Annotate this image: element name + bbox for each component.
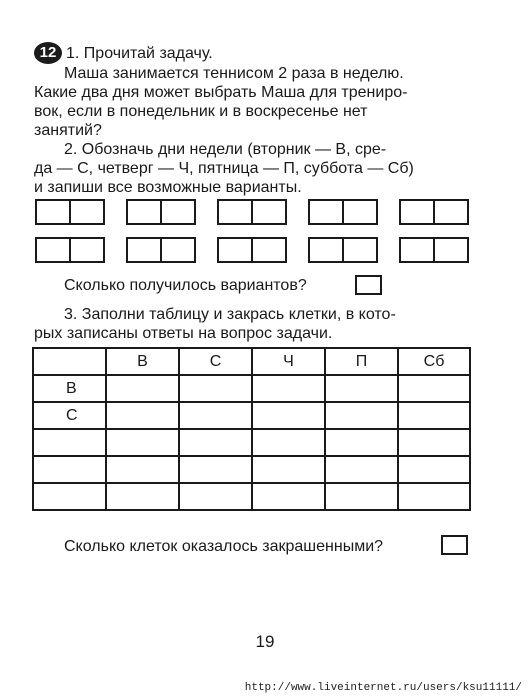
table-row <box>33 483 470 510</box>
table-corner-cell <box>33 348 106 375</box>
row-header: С <box>33 402 106 429</box>
shaded-cells-question: Сколько клеток оказалось закрашенными? <box>64 538 384 555</box>
table-cell[interactable] <box>398 429 470 456</box>
column-header: П <box>325 348 398 375</box>
table-cell[interactable] <box>179 429 252 456</box>
table-cell[interactable] <box>252 483 325 510</box>
part2-line-3: и запиши все возможные варианты. <box>34 179 302 196</box>
table-cell[interactable] <box>106 375 179 402</box>
variants-question: Сколько получилось вариантов? <box>64 277 307 294</box>
row-header[interactable] <box>33 456 106 483</box>
part1-line-3: Какие два дня может выбрать Маша для трениро- <box>34 84 408 101</box>
table-cell[interactable] <box>179 402 252 429</box>
watermark-url: http://www.liveinternet.ru/users/ksu11111/ <box>244 682 522 694</box>
table-cell[interactable] <box>179 483 252 510</box>
answer-pair-box[interactable] <box>399 237 469 263</box>
shaded-cells-answer-box[interactable] <box>441 535 468 555</box>
variants-answer-box[interactable] <box>355 275 382 295</box>
column-header: Ч <box>252 348 325 375</box>
part1-line-1: 1. Прочитай задачу. <box>66 45 213 62</box>
table-cell[interactable] <box>252 375 325 402</box>
part1-line-4: вок, если в понедельник и в воскресенье нет <box>34 103 368 120</box>
table-cell[interactable] <box>106 483 179 510</box>
part1-line-2: Маша занимается теннисом 2 раза в неделю. <box>64 65 404 82</box>
part3-line-2: рых записаны ответы на вопрос задачи. <box>34 325 333 342</box>
part3-line-1: 3. Заполни таблицу и закрась клетки, в кото- <box>64 306 396 323</box>
column-header: С <box>179 348 252 375</box>
part1-line-5: занятий? <box>34 122 102 139</box>
row-header: В <box>33 375 106 402</box>
table-cell[interactable] <box>325 429 398 456</box>
table-cell[interactable] <box>179 456 252 483</box>
column-header: В <box>106 348 179 375</box>
table-cell[interactable] <box>106 402 179 429</box>
part2-line-1: 2. Обозначь дни недели (вторник — В, сре- <box>64 141 387 158</box>
table-cell[interactable] <box>252 402 325 429</box>
table-cell[interactable] <box>325 402 398 429</box>
answer-pair-box[interactable] <box>217 237 287 263</box>
answer-pair-box[interactable] <box>126 199 196 225</box>
table-row <box>33 456 470 483</box>
answer-pair-box[interactable] <box>35 199 105 225</box>
answer-pair-box[interactable] <box>308 237 378 263</box>
table-cell[interactable] <box>325 456 398 483</box>
days-table <box>32 347 471 511</box>
answer-pair-box[interactable] <box>217 199 287 225</box>
table-cell[interactable] <box>325 483 398 510</box>
row-header[interactable] <box>33 483 106 510</box>
table-cell[interactable] <box>106 429 179 456</box>
table-cell[interactable] <box>252 456 325 483</box>
column-header: Сб <box>398 348 470 375</box>
table-cell[interactable] <box>398 483 470 510</box>
table-cell[interactable] <box>398 402 470 429</box>
table-row <box>33 402 470 429</box>
table-cell[interactable] <box>398 375 470 402</box>
table-row <box>33 375 470 402</box>
row-header[interactable] <box>33 429 106 456</box>
table-cell[interactable] <box>325 375 398 402</box>
table-cell[interactable] <box>398 456 470 483</box>
answer-pair-box[interactable] <box>399 199 469 225</box>
table-header-row <box>33 348 470 375</box>
table-cell[interactable] <box>179 375 252 402</box>
table-cell[interactable] <box>252 429 325 456</box>
task-number-badge: 12 <box>34 42 62 64</box>
table-row <box>33 429 470 456</box>
part2-line-2: да — С, четверг — Ч, пятница — П, суббота — Сб) <box>34 160 414 177</box>
answer-pair-box[interactable] <box>308 199 378 225</box>
answer-pair-box[interactable] <box>35 237 105 263</box>
table-cell[interactable] <box>106 456 179 483</box>
page-number: 19 <box>255 632 275 651</box>
answer-pair-box[interactable] <box>126 237 196 263</box>
